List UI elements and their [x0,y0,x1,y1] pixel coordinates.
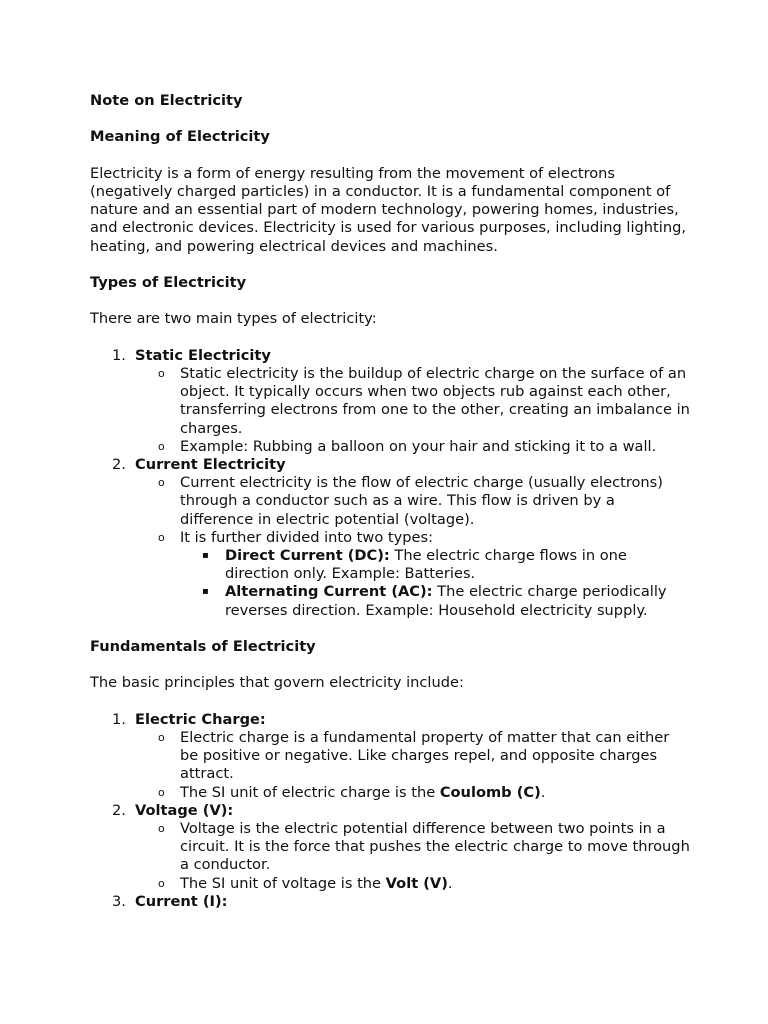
bullet-icon: o [158,785,165,799]
list-number: 1. [112,346,126,364]
bullet-icon: o [158,439,165,453]
document-body [90,92,690,911]
fundamentals-intro: The basic principles that govern electricity include: [90,674,464,692]
sub-item-text-end: . [540,783,546,801]
bullet-icon: o [158,876,165,890]
sub-list [135,365,690,456]
bullet-icon: o [158,366,165,380]
list-item-title: Voltage (V): [135,801,234,819]
list-item [90,347,690,456]
sub-list-item [135,474,690,529]
sub-list-item [135,365,690,438]
types-intro: There are two main types of electricity: [90,310,377,328]
sub-item-text-end: . [447,874,453,892]
sub-sub-list-item [180,547,690,583]
unit-label: Volt (V) [385,874,448,892]
list-number: 2. [112,455,126,473]
list-item-title: Current (I): [135,892,228,910]
types-list [90,347,690,620]
term-label: Alternating Current (AC): [225,583,433,601]
list-number: 2. [112,801,126,819]
sub-list [135,474,690,620]
square-bullet-icon: ▪ [202,586,209,598]
sub-item-text: The SI unit of voltage is the [180,874,386,892]
unit-label: Coulomb (C) [439,783,541,801]
meaning-paragraph: Electricity is a form of energy resulting from the movement of electrons (negatively charged particles) in a conductor. It is a fundamental component of nature and an essential part of modern technology, powering homes, industries, and electronic devices. Electricity is used for various purposes, including lighting, heating, and powering electrical devices and machines. [90,164,686,255]
bullet-icon: o [158,530,165,544]
meaning-heading: Meaning of Electricity [90,128,270,146]
sub-item-text: Example: Rubbing a balloon on your hair and sticking it to a wall. [180,437,657,455]
sub-list-item [135,875,690,893]
sub-sub-list-item [180,583,690,619]
sub-list-item [135,529,690,620]
sub-sub-list [180,547,690,620]
square-bullet-icon: ▪ [202,550,209,561]
document-title: Note on Electricity [90,92,243,109]
sub-item-text: Static electricity is the buildup of electric charge on the surface of an object. It typically occurs when two objects rub against each other, transferring electrons from one to the other, creating an imbalance in charges. [180,364,690,437]
bullet-icon: o [158,822,165,835]
bullet-icon: o [158,476,165,490]
list-number: 3. [112,892,126,910]
term-label: Direct Current (DC): [225,547,390,564]
term-description: The electric charge periodically reverses direction. Example: Household electricity supply. [225,583,667,619]
sub-list [135,820,690,893]
bullet-icon: o [158,730,165,744]
sub-list [135,729,690,802]
sub-list-item [135,820,690,875]
sub-list-item [135,729,690,784]
list-item [90,893,690,911]
term-description: The electric charge flows in one direction only. Example: Batteries. [225,547,627,583]
list-item-title: Static Electricity [135,346,271,364]
list-item-title: Current Electricity [135,455,286,473]
list-number: 1. [112,710,126,728]
sub-item-text: Current electricity is the flow of electric charge (usually electrons) through a conductor such as a wire. This flow is driven by a difference in electric potential (voltage). [180,474,663,528]
list-item [90,711,690,802]
list-item-title: Electric Charge: [135,710,266,728]
sub-item-text: The SI unit of electric charge is the [180,783,440,801]
fundamentals-heading: Fundamentals of Electricity [90,638,316,655]
list-item [90,456,690,620]
sub-list-item [135,438,690,456]
sub-item-text: Electric charge is a fundamental property of matter that can either be positive or negative. Like charges repel, and opposite charges attract. [180,728,670,783]
sub-item-text: It is further divided into two types: [180,528,434,546]
types-heading: Types of Electricity [90,273,247,291]
sub-list-item [135,784,690,802]
fundamentals-list [90,711,690,911]
sub-item-text: Voltage is the electric potential difference between two points in a circuit. It is the force that pushes the electric charge to move through a conductor. [180,820,690,874]
list-item [90,802,690,893]
